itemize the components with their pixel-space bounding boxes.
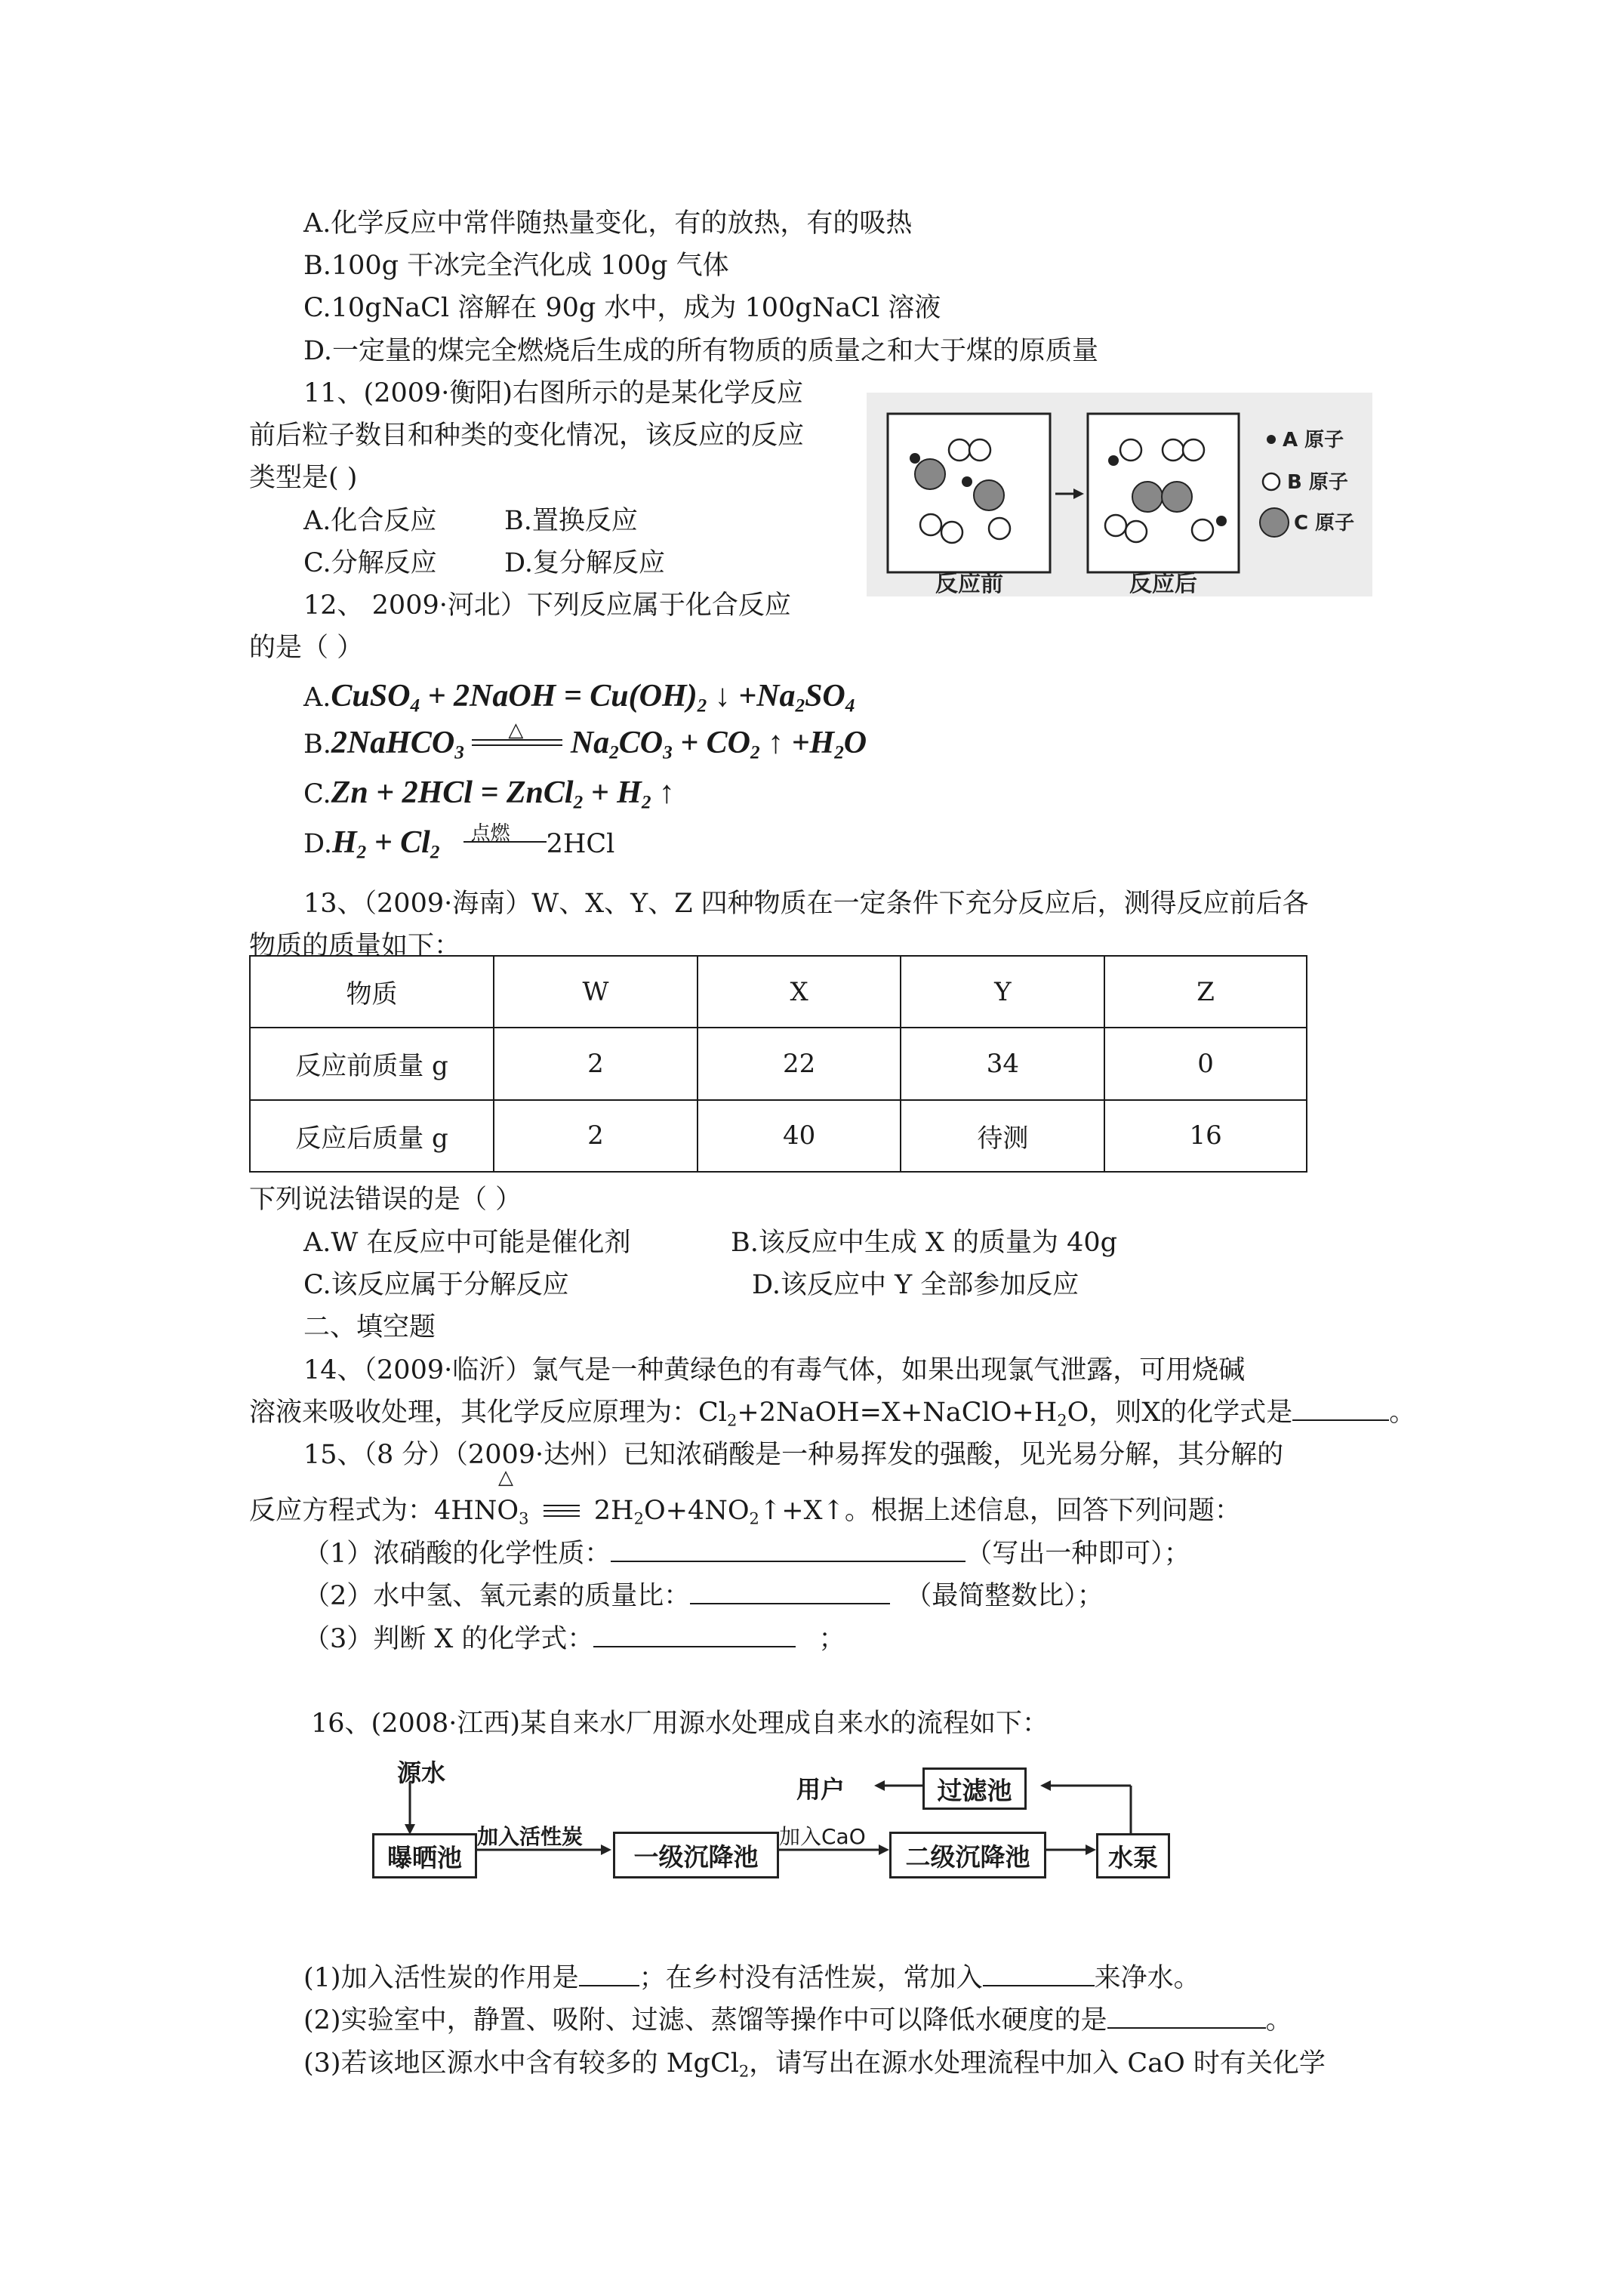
q12-stem-line1: 12、 2009·河北）下列反应属于化合反应 xyxy=(303,590,791,621)
q15-sub3-tail: ； xyxy=(818,1624,845,1654)
table-header-cell: W xyxy=(494,956,698,1028)
q13-stem-line1: 13、（2009·海南）W、X、Y、Z 四种物质在一定条件下充分反应后，测得反应前后各 xyxy=(303,889,1309,919)
equation-d-product: 2HCl xyxy=(546,829,615,859)
q12-option-d xyxy=(303,821,615,870)
q12-option-b xyxy=(303,719,867,770)
q13-question: 下列说法错误的是（ ） xyxy=(249,1185,522,1215)
table-cell: 2 xyxy=(494,1028,698,1099)
q15-sub1-label: （1）浓硝酸的化学性质： xyxy=(303,1539,611,1569)
table-header-cell: X xyxy=(698,956,901,1028)
table-cell: 22 xyxy=(698,1028,901,1099)
q15-stem-line1: 15、（8 分）（2009·达州）已知浓硝酸是一种易挥发的强酸，见光易分解，其分解的 xyxy=(303,1440,1284,1470)
table-cell: 反应后质量 g xyxy=(250,1100,494,1172)
q13-option-a: A.W 在反应中可能是催化剂 xyxy=(303,1228,631,1258)
q15-sub3-blank[interactable] xyxy=(593,1623,796,1647)
q16-sub1-label: (1)加入活性炭的作用是 xyxy=(303,1963,579,1993)
table-header-cell: Z xyxy=(1104,956,1307,1028)
legend-b-atom: B 原子 xyxy=(1287,471,1348,494)
flow-add-cao: 加入CaO xyxy=(779,1824,866,1849)
table-cell: 40 xyxy=(698,1100,901,1172)
q13-option-c: C.该反应属于分解反应 xyxy=(303,1270,569,1300)
legend-c-atom: C 原子 xyxy=(1294,512,1355,535)
q15-sub2 xyxy=(303,1579,1104,1613)
q16-sub1-blank-2[interactable] xyxy=(983,1962,1095,1986)
table-cell: 0 xyxy=(1104,1028,1307,1099)
q15-sub1-tail: （写出一种即可）； xyxy=(965,1539,1190,1569)
q16-sub2-tail: 。 xyxy=(1265,2005,1292,2036)
q10-option-b: B.100g 干冰完全汽化成 100g 气体 xyxy=(303,251,729,281)
q14-answer-blank[interactable] xyxy=(1292,1397,1389,1421)
flow-sun-pool: 曝晒池 xyxy=(372,1833,477,1878)
legend-a-atom: A 原子 xyxy=(1283,429,1344,451)
q12-stem-line2: 的是（ ） xyxy=(249,633,364,663)
q15-sub1-blank[interactable] xyxy=(611,1538,965,1562)
q16-sub1-blank-1[interactable] xyxy=(579,1962,639,1986)
equation-d: $H_2 + Cl_2$ xyxy=(331,825,440,863)
table-header-cell: Y xyxy=(901,956,1104,1028)
q15-text: 反应方程式为： xyxy=(249,1496,435,1526)
flow-filter-pool: 过滤池 xyxy=(922,1767,1027,1810)
q11-option-b: B.置换反应 xyxy=(504,506,638,536)
q16-sub2-label: (2)实验室中，静置、吸附、过滤、蒸馏等操作中可以降低水硬度的是 xyxy=(303,2005,1107,2036)
q11-stem-line1: 11、(2009·衡阳)右图所示的是某化学反应 xyxy=(303,378,804,408)
label-after-reaction: 反应后 xyxy=(1129,571,1197,596)
table-row xyxy=(250,1100,1307,1172)
q16-sub3-tail: ，请写出在源水处理流程中加入 CaO 时有关化学 xyxy=(749,2048,1326,2079)
option-a-prefix: A. xyxy=(303,683,331,713)
table-cell: 34 xyxy=(901,1028,1104,1099)
option-c-prefix: C. xyxy=(303,779,331,809)
q15-sub1 xyxy=(303,1537,1190,1570)
q14-stem-line1: 14、（2009·临沂）氯气是一种黄绿色的有毒气体，如果出现氯气泄露，可用烧碱 xyxy=(303,1355,1246,1385)
table-header-cell: 物质 xyxy=(250,956,494,1028)
table-cell: 待测 xyxy=(901,1100,1104,1172)
q11-stem-line3: 类型是( ) xyxy=(249,463,358,493)
q15-sub2-blank[interactable] xyxy=(690,1580,890,1604)
q10-option-c: C.10gNaCl 溶解在 90g 水中，成为 100gNaCl 溶液 xyxy=(303,293,941,323)
q14-equation: $Cl_2+2NaOH=X+NaClO+H_2O$ xyxy=(698,1398,1089,1430)
table-cell: 2 xyxy=(494,1100,698,1172)
q16-sub1-middle: ；在乡村没有活性炭，常加入 xyxy=(639,1963,983,1993)
reaction-particle-diagram xyxy=(867,393,1372,596)
q15-sub2-tail: （最简整数比）； xyxy=(905,1581,1104,1611)
mass-data-table xyxy=(249,955,1307,1173)
q14-question: ，则X的化学式是 xyxy=(1089,1398,1293,1428)
q15-text-end: 。根据上述信息，回答下列问题： xyxy=(844,1496,1241,1526)
heat-condition-symbol: △ xyxy=(508,719,524,741)
q15-heat-condition: △ xyxy=(498,1466,513,1489)
flow-source-water: 源水 xyxy=(397,1758,446,1787)
flow-primary-settling: 一级沉降池 xyxy=(613,1832,779,1878)
q16-sub1-tail: 来净水。 xyxy=(1094,1963,1200,1993)
label-before-reaction: 反应前 xyxy=(935,571,1003,596)
q16-sub1 xyxy=(303,1962,1200,1995)
q12-option-c xyxy=(303,776,675,820)
q13-stem-line2: 物质的质量如下： xyxy=(249,931,461,961)
ignite-condition: 点燃 xyxy=(470,821,510,845)
q11-option-d: D.复分解反应 xyxy=(504,548,665,578)
equation-a: CuSO$_4$ + 2NaOH = $Cu(OH)_2$ ↓ $+Na_2SO_4$ xyxy=(331,679,855,717)
option-b-prefix: B. xyxy=(303,729,331,760)
q15-stem-line2 xyxy=(249,1494,1241,1535)
q16-sub3: (3)若该地区源水中含有较多的 MgCl$_2$，请写出在源水处理流程中加入 CaO 时有关化学 xyxy=(303,2048,1326,2081)
q15-equation: $4HNO_3$ $2H_2O+4NO_2↑+X↑$ xyxy=(434,1496,845,1528)
table-row xyxy=(250,1028,1307,1099)
q16-sub2-blank[interactable] xyxy=(1107,2005,1266,2029)
flow-water-pump: 水泵 xyxy=(1096,1833,1170,1878)
q11-option-a: A.化合反应 xyxy=(303,506,437,536)
table-header-row xyxy=(250,956,1307,1028)
section-title-fill-in: 二、填空题 xyxy=(303,1312,436,1342)
equation-c: Zn + 2HCl = ZnCl$_2$ + $H_2$ ↑ xyxy=(331,775,675,813)
q10-option-d: D.一定量的煤完全燃烧后生成的所有物质的质量之和大于煤的原质量 xyxy=(303,336,1098,366)
q11-option-c: C.分解反应 xyxy=(303,548,437,578)
q16-sub2 xyxy=(303,2004,1292,2037)
q15-sub3 xyxy=(303,1623,845,1656)
equation-b: 2NaHCO$_3$ △ $Na_2CO_3 + CO_2$ ↑ $+H_2O$ xyxy=(331,726,867,760)
q16-sub3-label: (3)若该地区源水中含有较多的 MgCl xyxy=(303,2048,739,2079)
q15-sub2-label: （2）水中氢、氧元素的质量比： xyxy=(303,1581,691,1611)
q12-option-a xyxy=(303,680,855,723)
table-cell: 反应前质量 g xyxy=(250,1028,494,1099)
flow-user: 用户 xyxy=(796,1775,845,1804)
q14-text: 溶液来吸收处理，其化学反应原理为： xyxy=(249,1398,699,1428)
flow-add-carbon: 加入活性炭 xyxy=(477,1824,584,1849)
q10-option-a: A.化学反应中常伴随热量变化，有的放热，有的吸热 xyxy=(303,208,913,239)
q15-sub3-label: （3）判断 X 的化学式： xyxy=(303,1624,594,1654)
table-cell: 16 xyxy=(1104,1100,1307,1172)
option-d-prefix: D. xyxy=(303,829,332,859)
flow-secondary-settling: 二级沉降池 xyxy=(889,1832,1046,1878)
q13-option-d: D.该反应中 Y 全部参加反应 xyxy=(752,1270,1079,1300)
q14-stem-line2 xyxy=(249,1396,1415,1437)
q14-period: 。 xyxy=(1389,1398,1416,1428)
q16-stem-line1: 16、(2008·江西)某自来水厂用源水处理成自来水的流程如下： xyxy=(311,1709,1049,1739)
q13-option-b: B.该反应中生成 X 的质量为 40g xyxy=(731,1228,1118,1258)
q11-stem-line2: 前后粒子数目和种类的变化情况，该反应的反应 xyxy=(249,421,805,451)
